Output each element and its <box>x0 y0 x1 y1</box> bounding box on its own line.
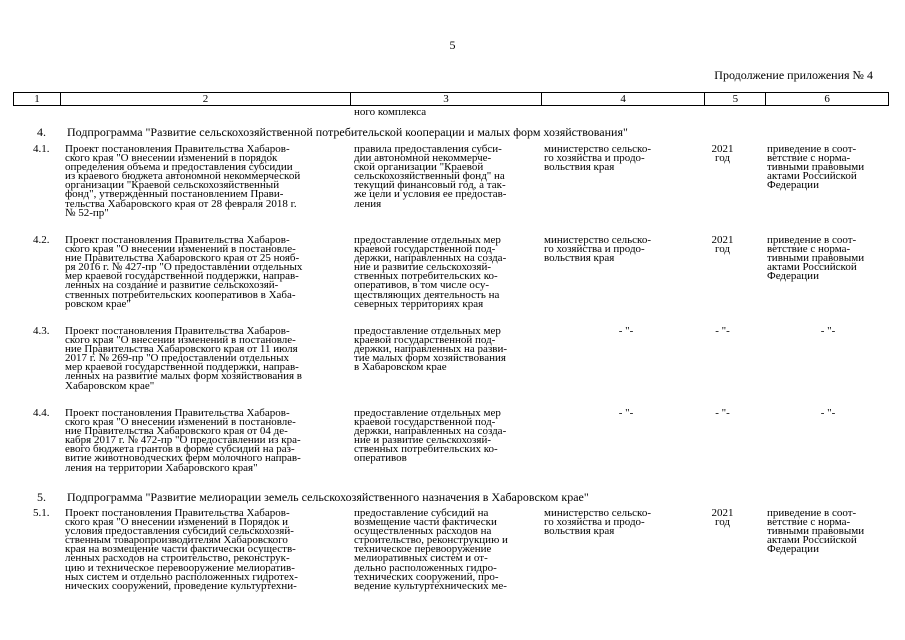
column-header-6: 6 <box>824 93 830 105</box>
row-name: Проект постановления Правительства Хабаров- ского края "О внесении изменений в постановле- ние Правительства Хабаровского края от 25 нояб- ря 2016 г. № 427-пр "О предоставлении отдельных мер краевой государственной поддержки, направ- ленных на создание и развитие сельскохозяй- ственных потребительских кооперативов в Хаба- ровском крае" <box>65 234 303 310</box>
row-number: 4.1. <box>33 143 50 155</box>
row-name: Проект постановления Правительства Хабаров- ского края "О внесении изменений в постановле- ние Правительства Хабаровского края от 11 июля 2017 г. № 269-пр "О предоставлении отдельных мер краевой государственной поддержки, направ- ленных на развитие малых форм хозяйствования в Хабаровском крае" <box>65 325 302 392</box>
carryover-text: ного комплекса <box>354 106 427 118</box>
row-executor: министерство сельско- го хозяйства и продо- вольствия края <box>544 234 651 265</box>
row-result: - "- <box>820 325 836 337</box>
row-year: 2021 год <box>711 143 734 165</box>
row-result: - "- <box>820 407 836 419</box>
section-title: Подпрограмма "Развитие сельскохозяйственной потребительской кооперации и малых форм хозяйствования" <box>67 125 628 139</box>
row-year: 2021 год <box>711 507 734 529</box>
row-executor: министерство сельско- го хозяйства и продо- вольствия края <box>544 143 651 174</box>
row-content: правила предоставления субси- дии автономной некоммерче- ской организации "Краевой сельскохозяйственный фонд" на текущий финансовый год, а так- же цели и условия ее предостав- ления <box>354 143 507 210</box>
row-number: 5.1. <box>33 507 50 519</box>
row-number: 4.4. <box>33 407 50 419</box>
column-header-1: 1 <box>14 93 61 105</box>
row-name: Проект постановления Правительства Хабаров- ского края "О внесении изменений в Порядок и условия предоставления субсидий сельскохозяй- ственным товаропроизводителям Хабаровского края на возмещение части фактически осуществ- ленных расходов на строительство, реконструк- цию и техническое перевооружение мелиоратив- ных систем и отдельно расположенных гидротех- нических сооружений, проведение культуртехни- <box>65 507 298 592</box>
column-header-5: 5 <box>705 93 766 105</box>
row-year: - "- <box>715 325 730 337</box>
row-content: предоставление отдельных мер краевой государственной под- держки, направленных на созда- ние и развитие сельскохозяй- ственных потребительских ко- оперативов, в том числе осу- ществляющих деятельность на северных территориях края <box>354 234 507 310</box>
row-content: предоставление отдельных мер краевой государственной под- держки, направленных на созда- ние и развитие сельскохозяй- ственных потребительских ко- оперативов <box>354 407 507 465</box>
row-name: Проект постановления Правительства Хабаров- ского края "О внесении изменений в постановле- ние Правительства Хабаровского края от 04 де- кабря 2017 г. № 472-пр "О предоставлении из кра- евого бюджета грантов в форме субсидий на раз- витие животноводческих ферм молочного направ- ления на территории Хабаровского края" <box>65 407 301 474</box>
column-header-4: 4 <box>542 93 706 105</box>
row-number: 4.2. <box>33 234 50 246</box>
row-name: Проект постановления Правительства Хабаров- ского края "О внесении изменений в порядок определения объема и предоставления субсидии из краевого бюджета автономной некоммерческой организации "Краевой сельскохозяйственный фонд", утвержденный постановлением Прави- тельства Хабаровского края от 28 февраля 2018 г. № 52-пр" <box>65 143 301 219</box>
row-number: 4.3. <box>33 325 50 337</box>
row-executor: - "- <box>618 407 634 419</box>
row-year: 2021 год <box>711 234 734 256</box>
row-executor: министерство сельско- го хозяйства и продо- вольствия края <box>544 507 651 538</box>
section-title: Подпрограмма "Развитие мелиорации земель сельскохозяйственного назначения в Хабаровском крае" <box>67 490 589 504</box>
row-result: приведение в соот- ветствие с норма- тивными правовыми актами Российской Федерации <box>767 234 865 283</box>
continuation-note: Продолжение приложения № 4 <box>714 68 873 82</box>
row-content: предоставление отдельных мер краевой государственной под- держки, направленных на разви- тие малых форм хозяйствования в Хабаровском крае <box>354 325 508 374</box>
column-header-2: 2 <box>61 93 351 105</box>
section-number: 4. <box>37 125 46 139</box>
row-executor: - "- <box>618 325 634 337</box>
page-number: 5 <box>449 38 456 52</box>
row-content: предоставление субсидий на возмещение части фактически осуществленных расходов на строительство, реконструкцию и техническое перевооружение мелиоративных систем и от- дельно расположенных гидро- технических сооружений, про- ведение культуртехнических ме- <box>354 507 508 592</box>
section-number: 5. <box>37 490 46 504</box>
row-year: - "- <box>715 407 730 419</box>
row-result: приведение в соот- ветствие с норма- тивными правовыми актами Российской Федерации <box>767 143 865 192</box>
table-header <box>13 92 889 106</box>
row-result: приведение в соот- ветствие с норма- тивными правовыми актами Российской Федерации <box>767 507 865 556</box>
column-header-3: 3 <box>351 93 542 105</box>
